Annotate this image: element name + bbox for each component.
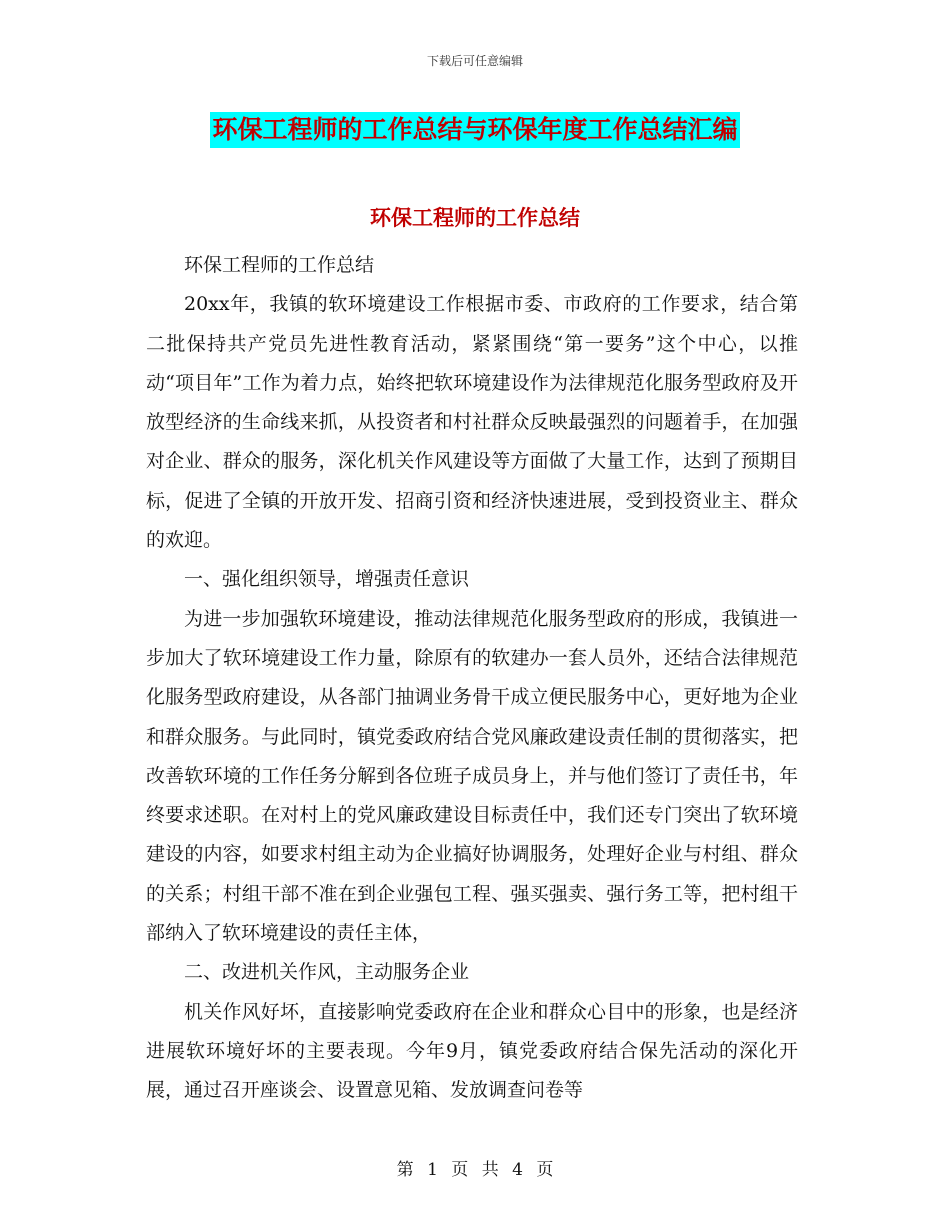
page-footer: 第 1 页 共 4 页 [396, 1160, 554, 1180]
paragraph-section-1: 为进一步加强软环境建设，推动法律规范化服务型政府的形成，我镇进一步加大了软环境建设工作力量，除原有的软建办一套人员外，还结合法律规范化服务型政府建设，从各部门抽调业务骨干成立便民服务中心，更好地为企业和群众服务。与此同时，镇党委政府结合党风廉政建设责任制的贯彻落实，把改善软环境的工作任务分解到各位班子成员身上，并与他们签订了责任书，年终要求述职。在对村上的党风廉政建设目标责任中，我们还专门突出了软环境建设的内容，如要求村组主动为企业搞好协调服务，处理好企业与村组、群众的关系；村组干部不准在到企业强包工程、强买强卖、强行务工等，把村组干部纳入了软环境建设的责任主体， [146, 607, 798, 945]
document-body [146, 246, 798, 1111]
paragraph-section-2: 机关作风好坏，直接影响党委政府在企业和群众心目中的形象，也是经济进展软环境好坏的主要表现。今年9月，镇党委政府结合保先活动的深化开展，通过召开座谈会、设置意见箱、发放调查问卷等 [146, 1000, 798, 1102]
document-title: 环保工程师的工作总结与环保年度工作总结汇编 [210, 112, 739, 148]
paragraph-subtitle: 环保工程师的工作总结 [184, 254, 375, 276]
paragraph-heading-1: 一、强化组织领导，增强责任意识 [184, 568, 470, 591]
section-title: 环保工程师的工作总结 [370, 206, 580, 230]
paragraph-heading-2: 二、改进机关作风，主动服务企业 [184, 961, 470, 984]
paragraph-intro: 20xx年，我镇的软环境建设工作根据市委、市政府的工作要求，结合第二批保持共产党员先进性教育活动，紧紧围绕“第一要务”这个中心，以推动“项目年”工作为着力点，始终把软环境建设作为法律规范化服务型政府及开放型经济的生命线来抓，从投资者和村社群众反映最强烈的问题着手，在加强对企业、群众的服务，深化机关作风建设等方面做了大量工作，达到了预期目标，促进了全镇的开放开发、招商引资和经济快速进展，受到投资业主、群众的欢迎。 [146, 293, 798, 552]
document-title-wrap [0, 112, 950, 148]
header-note: 下载后可任意编辑 [426, 54, 523, 68]
